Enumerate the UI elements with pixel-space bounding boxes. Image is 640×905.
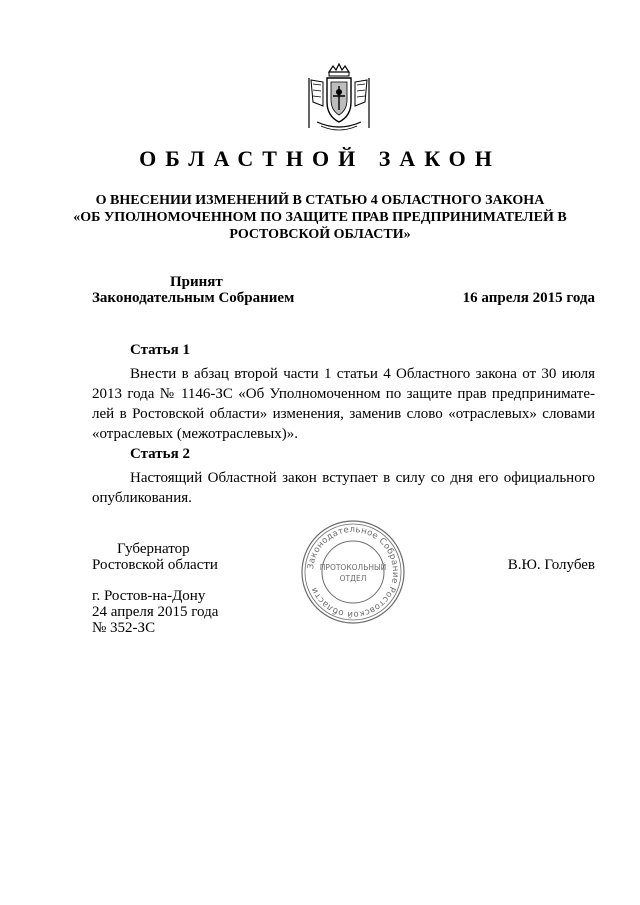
- adopted-by: Законодательным Собранием: [92, 290, 295, 306]
- law-title: [60, 192, 580, 243]
- stamp-ring-text: [306, 525, 400, 619]
- article-2-heading: Статья 2: [130, 446, 190, 462]
- signatory-name: В.Ю. Голубев: [507, 557, 595, 573]
- adoption-date: 16 апреля 2015 года: [462, 290, 595, 306]
- signatory-title: Губернатор: [117, 541, 190, 557]
- article-1-text: Внести в абзац второй части 1 статьи 4 Областного закона от 30 июля 2013 года № 1146-ЗС «Об Уполномоченном по защите прав предпринимате-лей в Ростовской области» изменения, заменив слово «отраслевых» словами «отраслевых (межотраслевых)».: [92, 366, 595, 442]
- stamp-ring-text-path: Законодательное Собрание Ростовской области: [306, 524, 401, 620]
- stamp-center-line-2: ОТДЕЛ: [339, 574, 367, 583]
- law-number: № 352-ЗС: [92, 620, 156, 636]
- article-2-text: Настоящий Областной закон вступает в силу со дня его официального опубликования.: [92, 470, 595, 506]
- stamp-center-line-1: ПРОТОКОЛЬНЫЙ: [319, 563, 387, 572]
- article-1-heading: Статья 1: [130, 342, 190, 358]
- signing-place: г. Ростов-на-Дону: [92, 588, 206, 604]
- adopted-label: Принят: [170, 274, 223, 290]
- law-title-line: РОСТОВСКОЙ ОБЛАСТИ»: [229, 227, 411, 242]
- official-stamp: [300, 519, 406, 625]
- law-title-line: О ВНЕСЕНИИ ИЗМЕНЕНИЙ В СТАТЬЮ 4 ОБЛАСТНОГО ЗАКОНА: [95, 193, 545, 208]
- coat-of-arms-icon: [303, 62, 375, 134]
- signatory-region: Ростовской области: [92, 557, 218, 573]
- document-type: ОБЛАСТНОЙ ЗАКОН: [139, 146, 501, 171]
- signing-date: 24 апреля 2015 года: [92, 604, 219, 620]
- law-title-line: «ОБ УПОЛНОМОЧЕННОМ ПО ЗАЩИТЕ ПРАВ ПРЕДПРИНИМАТЕЛЕЙ В: [73, 210, 567, 225]
